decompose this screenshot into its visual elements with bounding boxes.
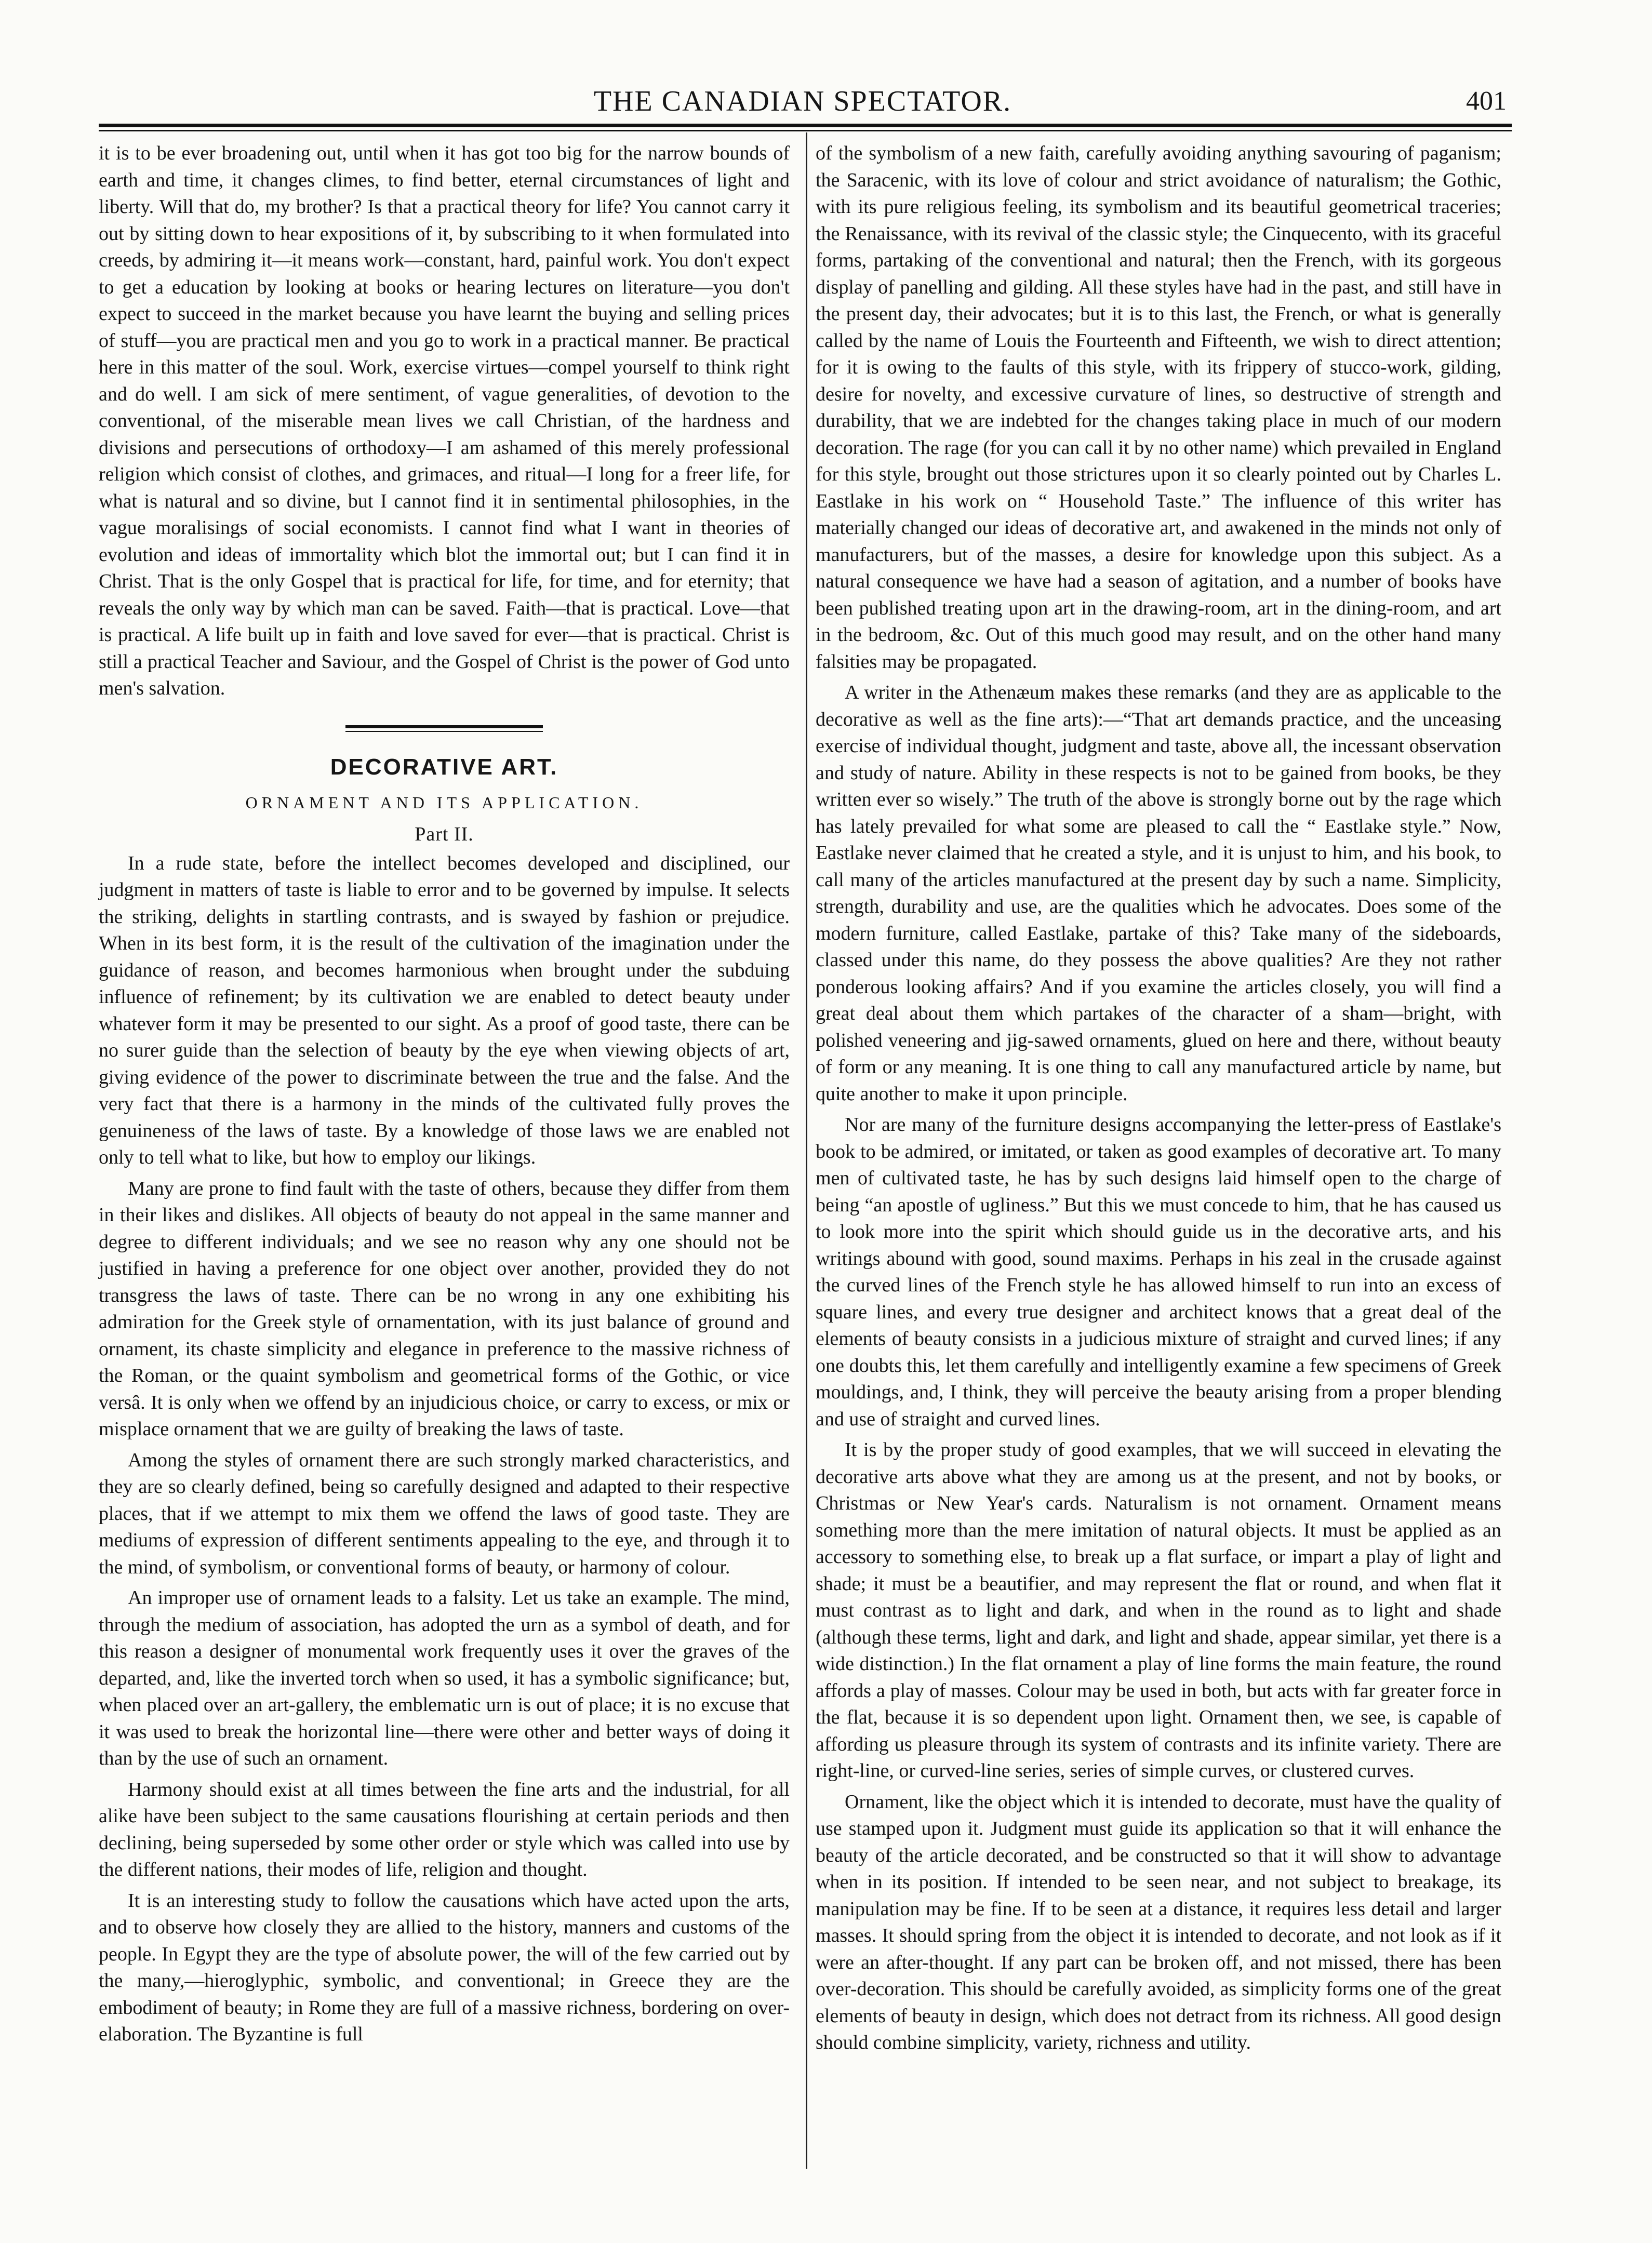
article-paragraph: Nor are many of the furniture designs accompanying the letter-press of Eastlake's book to be admired, or imitated, or taken as good examples of decorative art. To many men of cultivated taste, he has by such designs laid himself open to the charge of being “an apostle of ugliness.” But this we must concede to him, that he has caused us to look more into the spirit which should guide us in the decorative arts, and his writings abound with good, sound maxims. Perhaps in his zeal in the crusade against the curved lines of the French style he has allowed himself to run into an excess of square lines, and every true designer and architect knows that a great deal of the elements of beauty consists in a judicious mixture of straight and curved lines; if any one doubts this, let them carefully and intelligently examine a few specimens of Greek mouldings, and, I think, they will perceive the beauty arising from a proper blending and use of straight and curved lines. — [816, 1114, 1501, 1430]
section-separator-rule — [345, 725, 543, 728]
continued-article-text: it is to be ever broadening out, until when it has got too big for the narrow bounds of earth and time, it changes climes, to find better, eternal circumstances of light and liberty. Will that do, my brother? Is that a practical theory for life? You cannot carry it out by sitting down to hear expositions of it, by subscribing to it when formulated into creeds, by admiring it—it means work—constant, hard, painful work. You don't expect to get a education by looking at books or hearing lectures on literature—you don't expect to succeed in the market because you have learnt the buying and selling prices of stuff—you are practical men and you go to work in a practical manner. Be practical here in this matter of the soul. Work, exercise virtues—compel yourself to think right and do well. I am sick of mere sentiment, of vague generalities, of devotion to the conventional, of the miserable mean lives we call Christian, of the hardness and divisions and persecutions of orthodoxy—I am ashamed of this merely professional religion which consist of clothes, and grimaces, and ritual—I long for a freer life, for what is natural and so divine, but I cannot find it in sentimental philosophies, in the vague moralisings of social economists. I cannot find what I want in theories of evolution and ideas of immortality which blot the immortal out; but I can find it in Christ. That is the only Gospel that is practical for life, for time, and for eternity; that reveals the only way by which man can be saved. Faith—that is practical. Love—that is practical. A life built up in faith and love saved for ever—that is practical. Christ is still a practical Teacher and Saviour, and the Gospel of Christ is the power of God unto men's salvation. — [99, 142, 790, 699]
right-column — [816, 140, 1501, 2057]
header-rule-thin — [99, 130, 1512, 131]
article-paragraph: Many are prone to find fault with the taste of others, because they differ from them in their likes and dislikes. All objects of beauty do not appeal in the same manner and degree to different individuals; and we see no reason why any one should not be justified in having a preference for one object over another, provided they do not transgress the laws of taste. There can be no wrong in any one exhibiting his admiration for the Greek style of ornamentation, with its just balance of ground and ornament, its chaste simplicity and elegance in preference to the massive richness of the Roman, or the quaint symbolism and geometrical forms of the Gothic, or vice versâ. It is only when we offend by an injudicious choice, or carry to excess, or mix or misplace ornament that we are guilty of breaking the laws of taste. — [99, 1177, 790, 1440]
article-paragraph: Ornament, like the object which it is intended to decorate, must have the quality of use stamped upon it. Judgment must guide its application so that it will enhance the beauty of the article decorated, and be constructed so that it will show to advantage when in its position. If intended to be seen near, and not subject to breakage, its manipulation may be fine. If to be seen at a distance, it requires less detail and larger masses. It should spring from the object it is intended to decorate, and not look as if it were an after-thought. If any part can be broken off, and not missed, there has been over-decoration. This should be carefully avoided, as simplicity forms one of the great elements of beauty in design, which does not detract from its richness. All good design should combine simplicity, variety, richness and utility. — [816, 1791, 1501, 2053]
page-header — [99, 83, 1507, 122]
article-part-label: Part II. — [415, 823, 474, 845]
article-paragraph: An improper use of ornament leads to a falsity. Let us take an example. The mind, through the medium of association, has adopted the urn as a symbol of death, and for this reason a designer of monumental work frequently uses it over the graves of the departed, and, like the inverted torch when so used, it has a symbolic significance; but, when placed over an art-gallery, the emblematic urn is out of place; it is no excuse that it was used to break the horizontal line—there were other and better ways of doing it than by the use of such an ornament. — [99, 1587, 790, 1769]
article-paragraph: It is an interesting study to follow the causations which have acted upon the arts, and to observe how closely they are allied to the history, manners and customs of the people. In Egypt they are the type of absolute power, the will of the few carried out by the many,—hieroglyphic, symbolic, and conventional; in Greece they are the embodiment of beauty; in Rome they are full of a massive richness, bordering on over-elaboration. The Byzantine is full — [99, 1889, 790, 2045]
article-paragraph: In a rude state, before the intellect becomes developed and disciplined, our judgment in matters of taste is liable to error and to be governed by impulse. It selects the striking, delights in startling contrasts, and is swayed by fashion or prejudice. When in its best form, it is the result of the cultivation of the imagination under the guidance of reason, and becomes harmonious when brought under the subduing influence of refinement; by its cultivation we are enabled to detect beauty under whatever form it may be presented to our sight. As a proof of good taste, there can be no surer guide than the selection of beauty by the eye when viewing objects of art, giving evidence of the power to discriminate between the true and the false. And the very fact that there is a harmony in the minds of the cultivated fully proves the genuineness of the laws of taste. By a knowledge of those laws we are enabled not only to tell what to like, but how to employ our likings. — [99, 852, 790, 1168]
article-paragraph: Among the styles of ornament there are such strongly marked characteristics, and they are so clearly defined, being so carefully designed and adapted to their respective places, that if we attempt to mix them we offend the laws of good taste. They are mediums of expression of different sentiments appealing to the eye, and through it to the mind, of symbolism, or conventional forms of beauty, or harmony of colour. — [99, 1449, 790, 1578]
article-paragraph: Harmony should exist at all times between the fine arts and the industrial, for all alike have been subject to the same causations flourishing at certain periods and then declining, being superseded by some other order or style which was called into use by the different nations, their modes of life, religion and thought. — [99, 1778, 790, 1880]
section-separator-rule-thin — [345, 731, 543, 732]
article-paragraph: It is by the proper study of good examples, that we will succeed in elevating the decorative arts above what they are among us at the present, and not by books, or Christmas or New Year's cards. Naturalism is not ornament. Ornament means something more than the mere imitation of natural objects. It must be applied as an accessory to something else, to break up a flat surface, or impart a play of light and shade; it must be a beautifier, and may represent the flat or round, and when flat it must contrast as to light and dark, and when in the round as to light and shade (although these terms, light and dark, and light and shade, appear similar, yet there is a wide distinction.) In the flat ornament a play of line forms the main feature, the round affords a play of masses. Colour may be used in both, but acts with far greater force in the flat, because it is so dependent upon light. Ornament then, we see, is capable of affording us pleasure through its system of contrasts and its infinite variety. There are right-line, or curved-line series, series of simple curves, or clustered curves. — [816, 1439, 1501, 1782]
page-number: 401 — [1466, 86, 1507, 116]
article-title: DECORATIVE ART. — [330, 754, 558, 780]
article-subtitle: ORNAMENT AND ITS APPLICATION. — [245, 793, 643, 812]
running-head: THE CANADIAN SPECTATOR. — [593, 85, 1012, 117]
article-paragraph: A writer in the Athenæum makes these remarks (and they are as applicable to the decorative as well as the fine arts):—“That art demands practice, and the unceasing exercise of individual thought, judgment and taste, above all, the incessant observation and study of nature. Ability in these respects is not to be gained from books, be they written ever so wisely.” The truth of the above is strongly borne out by the rage which has lately prevailed for what some are pleased to call the “ Eastlake style.” Now, Eastlake never claimed that he created a style, and it is unjust to him, and his book, to call many of the articles manufactured at the present day by such a name. Simplicity, strength, durability and use, are the qualities which he advocates. Does some of the modern furniture, called Eastlake, partake of this? Take many of the sideboards, classed under this name, do they possess the above qualities? Are they not rather ponderous looking affairs? And if you examine the articles closely, you will find a great deal about them which partakes of the character of a sham—bright, with polished veneering and jig-sawed ornaments, glued on here and there, without beauty of form or any meaning. It is one thing to call any manufactured article by name, but quite another to make it upon principle. — [816, 682, 1501, 1105]
header-rule — [99, 124, 1512, 127]
column-divider — [806, 132, 807, 2169]
left-column — [99, 140, 790, 2048]
article-paragraph: of the symbolism of a new faith, carefully avoiding anything savouring of paganism; the Saracenic, with its love of colour and strict avoidance of naturalism; the Gothic, with its pure religious feeling, its symbolism and its beautiful geometrical traceries; the Renaissance, with its revival of the classic style; the Cinquecento, with its graceful forms, partaking of the conventional and natural; then the French, with its gorgeous display of panelling and gilding. All these styles have had in the past, and still have in the present day, their advocates; but it is to this last, the French, or what is generally called by the name of Louis the Fourteenth and Fifteenth, we wish to direct attention; for it is owing to the faults of this style, with its frippery of stucco-work, gilding, desire for novelty, and excessive curvature of lines, so destructive of strength and durability, that we are indebted for the changes taking place in much of our modern decoration. The rage (for you can call it by no other name) which prevailed in England for this style, brought out those strictures upon it so clearly pointed out by Charles L. Eastlake in his work on “ Household Taste.” The influence of this writer has materially changed our ideas of decorative art, and awakened in the minds not only of manufacturers, but of the masses, a desire for knowledge upon this subject. As a natural consequence we have had a season of agitation, and a number of books have been published treating upon art in the drawing-room, art in the dining-room, and art in the bedroom, &c. Out of this much good may result, and on the other hand many falsities may be propagated. — [816, 142, 1501, 673]
